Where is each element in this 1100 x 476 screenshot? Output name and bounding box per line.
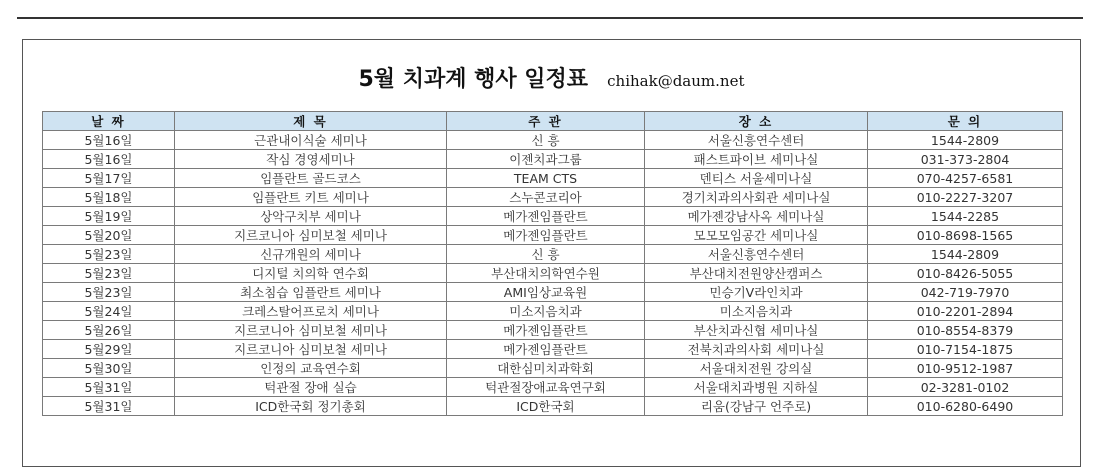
cell-venue: 서울신흥연수센터 [645, 131, 868, 150]
cell-title: 지르코니아 심미보철 세미나 [175, 340, 447, 359]
table-body [43, 131, 1063, 416]
cell-date: 5월20일 [43, 226, 175, 245]
column-header-date: 날 짜 [43, 112, 175, 131]
table-row [43, 264, 1063, 283]
cell-venue: 부산치과신협 세미나실 [645, 321, 868, 340]
cell-organizer: 부산대치의학연수원 [447, 264, 645, 283]
table-row [43, 321, 1063, 340]
cell-date: 5월29일 [43, 340, 175, 359]
cell-title: 지르코니아 심미보철 세미나 [175, 226, 447, 245]
cell-organizer: 신 흥 [447, 245, 645, 264]
title-row [23, 62, 1080, 93]
cell-date: 5월18일 [43, 188, 175, 207]
cell-date: 5월31일 [43, 397, 175, 416]
cell-date: 5월26일 [43, 321, 175, 340]
cell-contact: 010-7154-1875 [868, 340, 1063, 359]
cell-title: 임플란트 키트 세미나 [175, 188, 447, 207]
cell-date: 5월16일 [43, 131, 175, 150]
cell-venue: 모모모임공간 세미나실 [645, 226, 868, 245]
cell-title: 상악구치부 세미나 [175, 207, 447, 226]
cell-title: 턱관절 장애 실습 [175, 378, 447, 397]
cell-venue: 리움(강남구 언주로) [645, 397, 868, 416]
cell-date: 5월16일 [43, 150, 175, 169]
cell-date: 5월17일 [43, 169, 175, 188]
table-row [43, 245, 1063, 264]
cell-date: 5월19일 [43, 207, 175, 226]
cell-venue: 서울대치과병원 지하실 [645, 378, 868, 397]
cell-venue: 패스트파이브 세미나실 [645, 150, 868, 169]
cell-title: 인정의 교육연수회 [175, 359, 447, 378]
table-row [43, 378, 1063, 397]
cell-date: 5월24일 [43, 302, 175, 321]
cell-title: 디지털 치의학 연수회 [175, 264, 447, 283]
cell-organizer: AMI임상교육원 [447, 283, 645, 302]
table-row [43, 283, 1063, 302]
cell-date: 5월23일 [43, 264, 175, 283]
column-header-contact: 문 의 [868, 112, 1063, 131]
cell-contact: 031-373-2804 [868, 150, 1063, 169]
cell-date: 5월23일 [43, 245, 175, 264]
cell-contact: 070-4257-6581 [868, 169, 1063, 188]
cell-contact: 02-3281-0102 [868, 378, 1063, 397]
cell-organizer: 미소지음치과 [447, 302, 645, 321]
cell-venue: 메가젠강남사옥 세미나실 [645, 207, 868, 226]
cell-date: 5월23일 [43, 283, 175, 302]
cell-title: 작심 경영세미나 [175, 150, 447, 169]
cell-venue: 서울대치전원 강의실 [645, 359, 868, 378]
table-row [43, 340, 1063, 359]
cell-venue: 미소지음치과 [645, 302, 868, 321]
cell-venue: 덴티스 서울세미나실 [645, 169, 868, 188]
contact-email: chihak@daum.net [607, 72, 745, 90]
cell-title: 임플란트 골드코스 [175, 169, 447, 188]
cell-contact: 010-2201-2894 [868, 302, 1063, 321]
top-divider [17, 17, 1083, 19]
page-title: 5월 치과계 행사 일정표 [358, 67, 589, 92]
cell-venue: 전북치과의사회 세미나실 [645, 340, 868, 359]
header-row [43, 112, 1063, 131]
cell-contact: 042-719-7970 [868, 283, 1063, 302]
cell-venue: 서울신흥연수센터 [645, 245, 868, 264]
cell-contact: 010-6280-6490 [868, 397, 1063, 416]
cell-venue: 경기치과의사회관 세미나실 [645, 188, 868, 207]
table-row [43, 150, 1063, 169]
cell-organizer: 메가젠임플란트 [447, 226, 645, 245]
cell-contact: 1544-2809 [868, 131, 1063, 150]
table-row [43, 359, 1063, 378]
cell-organizer: 메가젠임플란트 [447, 340, 645, 359]
cell-title: 지르코니아 심미보철 세미나 [175, 321, 447, 340]
cell-date: 5월31일 [43, 378, 175, 397]
column-header-venue: 장 소 [645, 112, 868, 131]
cell-organizer: 턱관절장애교육연구회 [447, 378, 645, 397]
cell-title: 근관내이식술 세미나 [175, 131, 447, 150]
table-row [43, 169, 1063, 188]
table-row [43, 188, 1063, 207]
cell-venue: 민승기V라인치과 [645, 283, 868, 302]
table-row [43, 131, 1063, 150]
cell-contact: 1544-2809 [868, 245, 1063, 264]
cell-contact: 010-9512-1987 [868, 359, 1063, 378]
schedule-table [42, 111, 1063, 416]
cell-organizer: ICD한국회 [447, 397, 645, 416]
cell-contact: 010-8426-5055 [868, 264, 1063, 283]
cell-contact: 1544-2285 [868, 207, 1063, 226]
cell-title: ICD한국회 정기총회 [175, 397, 447, 416]
cell-venue: 부산대치전원양산캠퍼스 [645, 264, 868, 283]
cell-title: 크레스탈어프로치 세미나 [175, 302, 447, 321]
cell-title: 신규개원의 세미나 [175, 245, 447, 264]
cell-organizer: 메가젠임플란트 [447, 321, 645, 340]
cell-contact: 010-8554-8379 [868, 321, 1063, 340]
cell-title: 최소침습 임플란트 세미나 [175, 283, 447, 302]
cell-organizer: 신 흥 [447, 131, 645, 150]
column-header-organizer: 주 관 [447, 112, 645, 131]
cell-organizer: 이젠치과그룹 [447, 150, 645, 169]
cell-contact: 010-8698-1565 [868, 226, 1063, 245]
cell-date: 5월30일 [43, 359, 175, 378]
cell-organizer: 메가젠임플란트 [447, 207, 645, 226]
column-header-title: 제 목 [175, 112, 447, 131]
table-row [43, 207, 1063, 226]
cell-organizer: 스누콘코리아 [447, 188, 645, 207]
table-row [43, 397, 1063, 416]
cell-organizer: 대한심미치과학회 [447, 359, 645, 378]
table-row [43, 302, 1063, 321]
table-header [43, 112, 1063, 131]
schedule-frame [22, 39, 1081, 467]
cell-contact: 010-2227-3207 [868, 188, 1063, 207]
table-row [43, 226, 1063, 245]
cell-organizer: TEAM CTS [447, 169, 645, 188]
